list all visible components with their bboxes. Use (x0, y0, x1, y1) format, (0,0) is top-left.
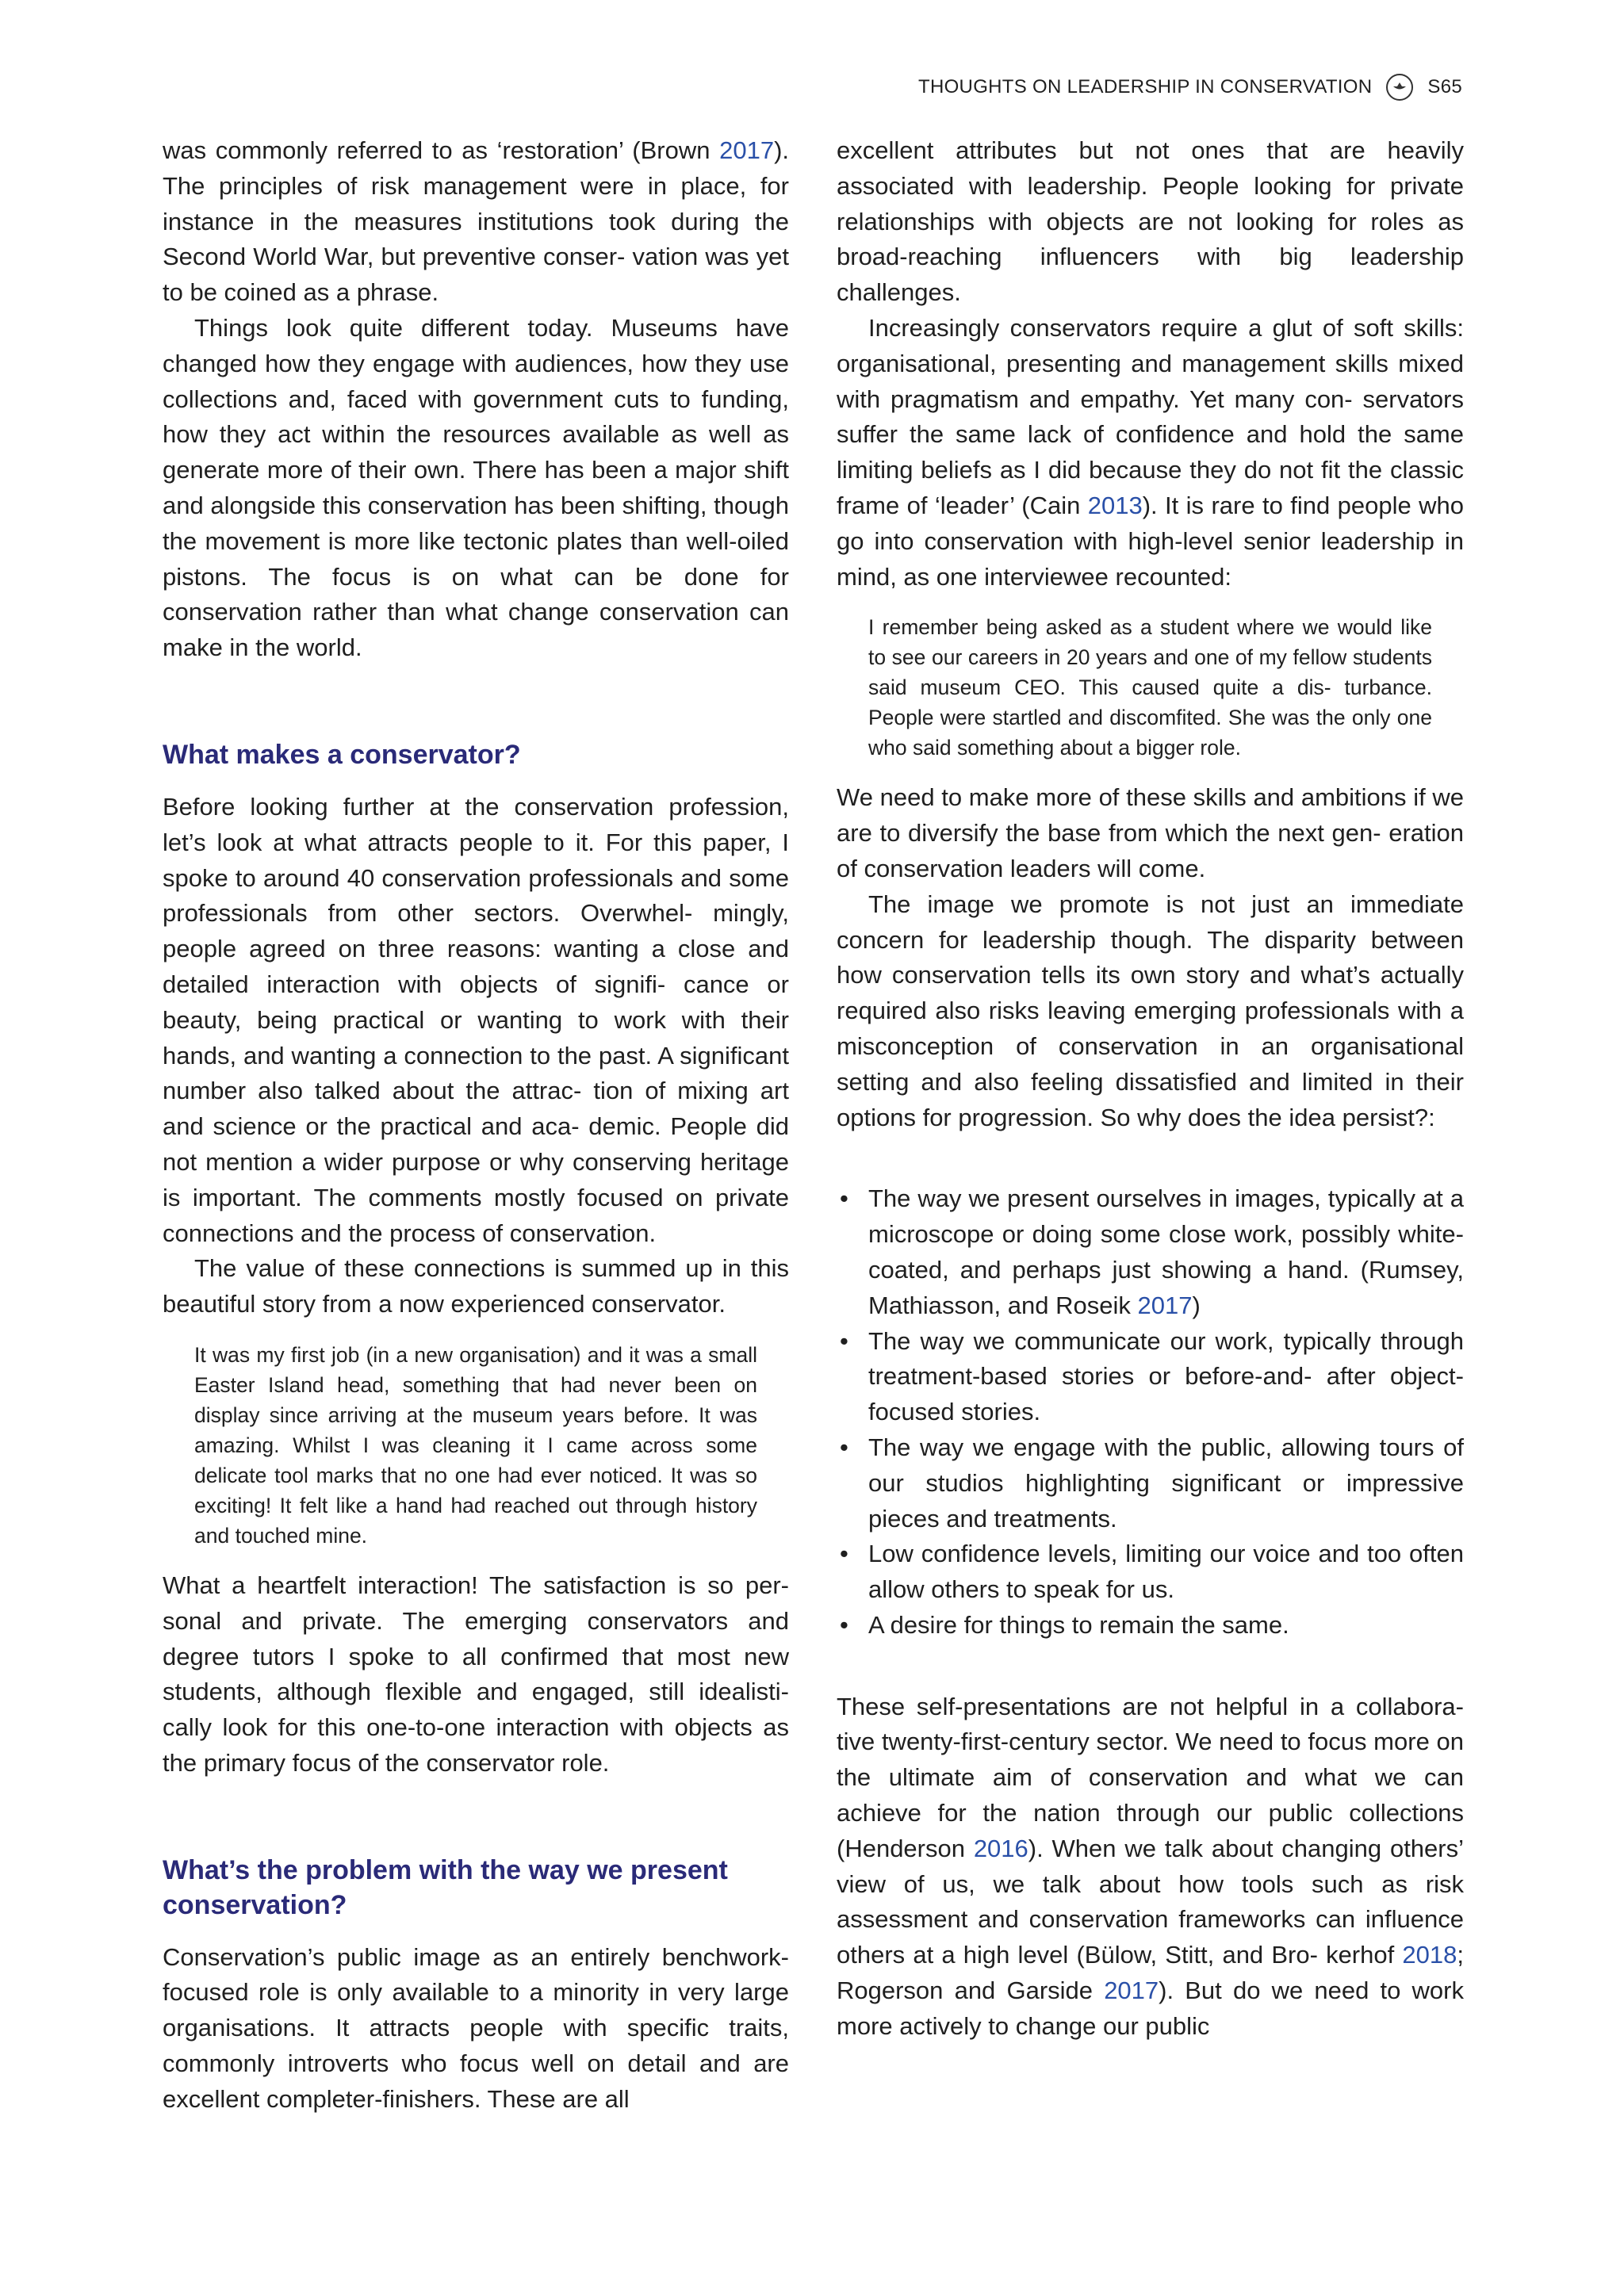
paragraph: Before looking further at the conservation profession, let’s look at what attracts people to it. For this paper, I spoke to around 40 conservation professionals and some professionals from other sectors. Overwhel- mingly, people agreed on three reasons: wanting a close and detailed interaction with objects of signifi- cance or beauty, being practical or wanting to work with their hands, and wanting a connection to the past. A significant number also talked about the attrac- tion of mixing art and science or the practical and aca- demic. People did not mention a wider purpose or why conserving heritage is important. The comments mostly focused on private connections and the process of conservation. (163, 792, 789, 1247)
list-item: • The way we engage with the public, allowing tours of our studios highlighting significant or impressive pieces and treatments. (837, 1430, 1464, 1536)
publisher-logo-icon (1386, 74, 1413, 101)
paragraph: excellent attributes but not ones that are heavily associated with leadership. People looking for private relationships with objects are not looking for roles as broad-reaching influencers with big leadership challenges. (837, 136, 1464, 307)
running-title: THOUGHTS ON LEADERSHIP IN CONSERVATION (918, 76, 1373, 98)
section-heading: What’s the problem with the way we present conservation? (163, 1854, 728, 1920)
paragraph: What a heartfelt interaction! The satisfaction is so per- sonal and private. The emerging conservators and degree tutors I spoke to all confirmed that most new students, although flexible and engaged, still idealisti- cally look for this one-to-one interaction with objects as the primary focus of the conservator role. (163, 1571, 789, 1777)
bullet-icon: • (840, 1540, 848, 1568)
section-heading: What makes a conservator? (163, 739, 521, 770)
bullet-icon: • (840, 1184, 848, 1213)
citation-link[interactable]: 2013 (1087, 491, 1143, 519)
running-header (918, 70, 1462, 105)
right-column (837, 133, 1464, 2045)
paragraph: The image we promote is not just an immediate concern for leadership though. The disparity between how conservation tells its own story and what’s actually required also risks leaving emerging professionals with a misconception of conservation in an organisational setting and also feeling dissatisfied and limited in their options for progression. So why does the idea persist?: (837, 890, 1464, 1131)
citation-link[interactable]: 2016 (973, 1834, 1028, 1862)
bullet-icon: • (840, 1610, 848, 1639)
citation-link[interactable]: 2017 (719, 136, 775, 164)
block-quote: I remember being asked as a student where we would like to see our careers in 20 years and one of my fellow students said museum CEO. This caused quite a dis- turbance. People were startled and discomfited. She was the only one who said something about a bigger role. (868, 615, 1432, 760)
citation-link[interactable]: 2018 (1402, 1941, 1457, 1969)
left-column (163, 133, 789, 2118)
paragraph: was commonly referred to as ‘restoration’ (Brown 2017). The principles of risk management were in place, for instance in the measures institutions took during the Second World War, but preventive conser- vation was yet to be coined as a phrase. (163, 136, 789, 307)
page-number: S65 (1427, 76, 1462, 98)
list-item: • Low confidence levels, limiting our voice and too often allow others to speak for us. (837, 1536, 1464, 1608)
paragraph: Increasingly conservators require a glut of soft skills: organisational, presenting and management skills mixed with pragmatism and empathy. Yet many con- servators suffer the same lack of confidence and hold the same limiting beliefs as I did because they do not fit the classic frame of ‘leader’ (Cain 2013). It is rare to find people who go into conservation with high-level senior leadership in mind, as one interviewee recounted: (837, 313, 1464, 591)
paragraph: These self-presentations are not helpful in a collabora- tive twenty-first-century sector. We need to focus more on the ultimate aim of conservation and what we can achieve for the nation through our public collections (Henderson 2016). When we talk about changing others’ view of us, we talk about how tools such as risk assessment and conservation frameworks can influence others at a high level (Bülow, Stitt, and Bro- kerhof 2018; Rogerson and Garside 2017). But do we need to work more actively to change our public (837, 1692, 1464, 2040)
list-item: • The way we communicate our work, typically through treatment-based stories or before-and- after object-focused stories. (837, 1324, 1464, 1430)
paragraph: Things look quite different today. Museums have changed how they engage with audiences, how they use collections and, faced with government cuts to funding, how they act within the resources available as well as generate more of their own. There has been a major shift and alongside this conservation has been shifting, though the movement is more like tectonic plates than well-oiled pistons. The focus is on what can be done for conservation rather than what change conservation can make in the world. (163, 313, 789, 662)
bullet-icon: • (840, 1433, 848, 1461)
bullet-list (837, 1181, 1464, 1643)
paragraph: Conservation’s public image as an entirely benchwork- focused role is only available to a minority in very large organisations. It attracts people with specific traits, commonly introverts who focus well on detail and are excellent completer-finishers. These are all (163, 1942, 789, 2113)
block-quote: It was my first job (in a new organisation) and it was a small Easter Island head, something that had never been on display since arriving at the museum years before. It was amazing. Whilst I was cleaning it I came across some delicate tool marks that no one had ever noticed. It was so exciting! It felt like a hand had reached out through history and touched mine. (194, 1342, 757, 1548)
citation-link[interactable]: 2017 (1137, 1291, 1193, 1319)
paragraph: The value of these connections is summed up in this beautiful story from a now experienced conservator. (163, 1254, 789, 1318)
list-item: • The way we present ourselves in images, typically at a microscope or doing some close work, possibly white-coated, and perhaps just showing a hand. (Rumsey, Mathiasson, and Roseik 2017) (837, 1181, 1464, 1323)
list-item: • A desire for things to remain the same. (837, 1608, 1464, 1644)
paragraph: We need to make more of these skills and ambitions if we are to diversify the base from which the next gen- eration of conservation leaders will come. (837, 783, 1464, 882)
bullet-icon: • (840, 1326, 848, 1355)
citation-link[interactable]: 2017 (1104, 1976, 1159, 2005)
